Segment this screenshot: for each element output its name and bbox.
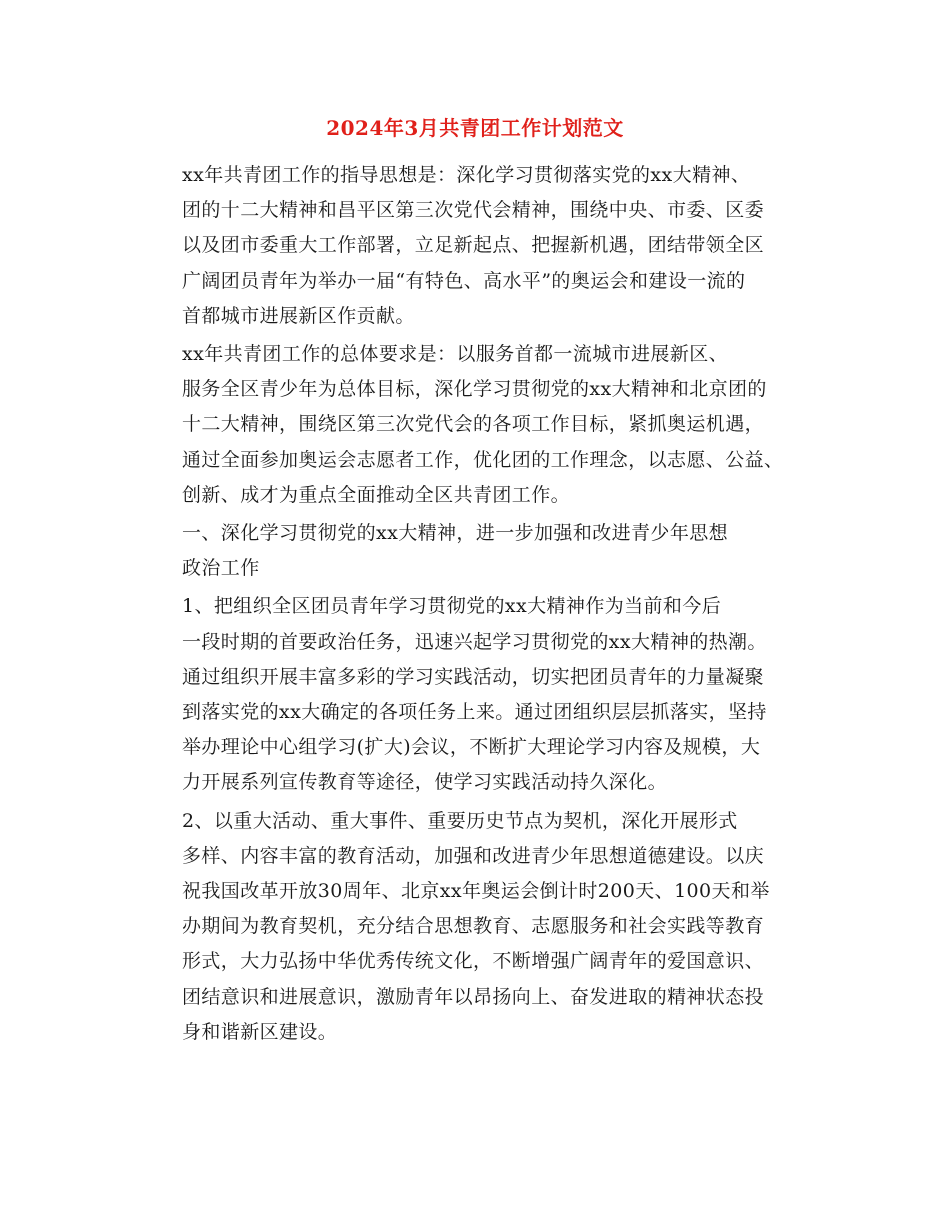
text-line: 团的十二大精神和昌平区第三次党代会精神，围绕中央、市委、区委 <box>182 199 765 222</box>
text-line: 2、以重大活动、重大事件、重要历史节点为契机，深化开展形式 <box>182 809 738 832</box>
document-title: 2024年3月共青团工作计划范文 <box>326 116 624 140</box>
section-heading-1 <box>144 516 824 586</box>
text-line: 广阔团员青年为举办一届“有特色、高水平”的奥运会和建设一流的 <box>182 269 746 292</box>
text-line: 力开展系列宣传教育等途径，使学习实践活动持久深化。 <box>182 771 668 794</box>
paragraph-item-1 <box>144 589 824 800</box>
text-line: 创新、成才为重点全面推动全区共青团工作。 <box>182 483 571 506</box>
text-line: 祝我国改革开放30周年、北京xx年奥运会倒计时200天、100天和举 <box>182 880 770 903</box>
text-line: 形式，大力弘扬中华优秀传统文化，不断增强广阔青年的爱国意识、 <box>182 950 765 973</box>
text-line: 首都城市进展新区作贡献。 <box>182 304 415 327</box>
text-line: 服务全区青少年为总体目标，深化学习贯彻党的xx大精神和北京团的 <box>182 378 767 401</box>
text-line: 以及团市委重大工作部署，立足新起点、把握新机遇，团结带领全区 <box>182 234 765 257</box>
text-line: 通过组织开展丰富多彩的学习实践活动，切实把团员青年的力量凝聚 <box>182 665 765 688</box>
text-line: 政治工作 <box>182 557 260 580</box>
text-line: 举办理论中心组学习(扩大)会议，不断扩大理论学习内容及规模，大 <box>182 736 761 759</box>
text-line: 身和谐新区建设。 <box>182 1020 338 1043</box>
paragraph-guiding-ideology <box>144 158 824 334</box>
text-line: 通过全面参加奥运会志愿者工作，优化团的工作理念，以志愿、公益、 <box>182 448 784 471</box>
text-line: xx年共青团工作的指导思想是：深化学习贯彻落实党的xx大精神、 <box>182 164 751 186</box>
text-line: 1、把组织全区团员青年学习贯彻党的xx大精神作为当前和今后 <box>182 595 722 618</box>
text-line: 团结意识和进展意识，激励青年以昂扬向上、奋发进取的精神状态投 <box>182 985 765 1008</box>
text-line: 办期间为教育契机，充分结合思想教育、志愿服务和社会实践等教育 <box>182 915 765 938</box>
paragraph-item-2 <box>144 804 824 1050</box>
text-line: 多样、内容丰富的教育活动，加强和改进青少年思想道德建设。以庆 <box>182 844 765 867</box>
document-body <box>144 158 824 1053</box>
text-line: 到落实党的xx大确定的各项任务上来。通过团组织层层抓落实，坚持 <box>182 701 767 724</box>
text-line: xx年共青团工作的总体要求是：以服务首都一流城市进展新区、 <box>182 343 729 366</box>
text-line: 一段时期的首要政治任务，迅速兴起学习贯彻党的xx大精神的热潮。 <box>182 630 767 653</box>
paragraph-overall-requirements <box>144 337 824 513</box>
text-line: 十二大精神，围绕区第三次党代会的各项工作目标，紧抓奥运机遇， <box>182 413 765 436</box>
text-line: 一、深化学习贯彻党的xx大精神，进一步加强和改进青少年思想 <box>182 522 729 545</box>
